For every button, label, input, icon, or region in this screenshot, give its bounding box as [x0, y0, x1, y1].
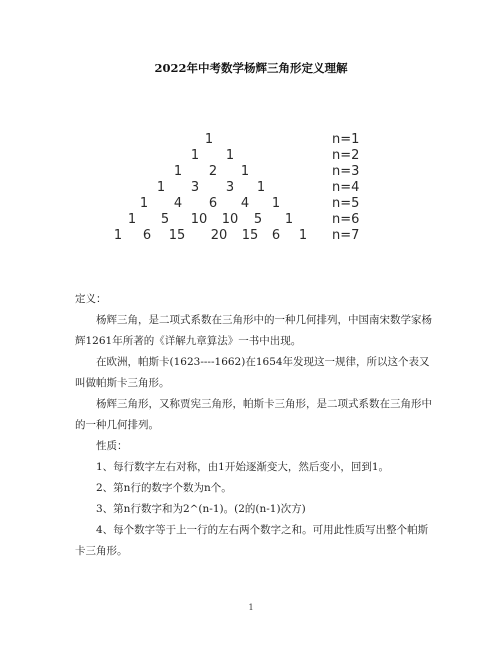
paragraph-europe: 在欧洲，帕斯卡(1623----1662)在1654年发现这一规律，所以这个表又叫做帕斯卡三角形。	[75, 356, 430, 389]
paragraph-alias: 杨辉三角形，又称贾宪三角形，帕斯卡三角形，是二项式系数在三角形中的一种几何排列。	[75, 398, 432, 431]
triangle-number: 5	[160, 212, 170, 227]
triangle-number: 1	[190, 148, 200, 163]
triangle-number: 1	[240, 164, 250, 179]
property-2: 2、第n行的数字个数为n个。	[75, 482, 232, 494]
row-label: n=1	[332, 132, 360, 147]
triangle-row-3	[110, 164, 376, 180]
triangle-number: 10	[221, 212, 239, 227]
row-label: n=5	[332, 196, 360, 211]
triangle-number: 1	[256, 180, 266, 195]
triangle-number: 6	[271, 228, 281, 243]
triangle-number: 1	[173, 164, 183, 179]
triangle-row-5	[110, 196, 376, 212]
triangle-number: 4	[173, 196, 183, 211]
triangle-number: 2	[208, 164, 218, 179]
triangle-row-4	[110, 180, 376, 196]
triangle-number: 1	[225, 148, 235, 163]
row-label: n=2	[332, 148, 360, 163]
triangle-number: 1	[284, 212, 294, 227]
document-title: 2022年中考数学杨辉三角形定义理解	[154, 61, 348, 75]
property-4: 4、每个数字等于上一行的左右两个数字之和。可用此性质写出整个帕斯卡三角形。	[75, 524, 429, 557]
pascal-triangle-figure	[110, 122, 376, 252]
triangle-number: 4	[240, 196, 250, 211]
triangle-number: 1	[139, 196, 149, 211]
triangle-number: 1	[127, 212, 137, 227]
property-1: 1、每行数字左右对称，由1开始逐渐变大，然后变小，回到1。	[75, 461, 390, 473]
triangle-number: 3	[190, 180, 200, 195]
triangle-number: 1	[156, 180, 166, 195]
triangle-number: 15	[241, 228, 259, 243]
triangle-number: 10	[190, 212, 208, 227]
triangle-number: 6	[142, 228, 152, 243]
row-label: n=7	[332, 228, 360, 243]
triangle-number: 6	[208, 196, 218, 211]
triangle-row-7	[110, 228, 376, 244]
paragraph-definition: 杨辉三角，是二项式系数在三角形中的一种几何排列，中国南宋数学家杨辉1261年所著的《详解九章算法》一书中出现。	[75, 314, 432, 347]
triangle-number: 5	[253, 212, 263, 227]
triangle-number: 1	[271, 196, 281, 211]
triangle-row-2	[110, 148, 376, 164]
triangle-number: 15	[168, 228, 186, 243]
properties-heading: 性质：	[75, 440, 128, 452]
triangle-number: 3	[225, 180, 235, 195]
definition-heading: 定义：	[75, 293, 107, 305]
row-label: n=3	[332, 164, 360, 179]
row-label: n=6	[332, 212, 360, 227]
triangle-row-6	[110, 212, 376, 228]
triangle-number: 20	[210, 228, 228, 243]
triangle-number: 1	[204, 132, 214, 147]
row-label: n=4	[332, 180, 360, 195]
triangle-row-1	[110, 132, 376, 148]
property-3: 3、第n行数字和为2^(n-1)。(2的(n-1)次方)	[75, 503, 306, 515]
page-number: 1	[248, 603, 254, 612]
triangle-number: 1	[113, 228, 123, 243]
triangle-number: 1	[298, 228, 308, 243]
